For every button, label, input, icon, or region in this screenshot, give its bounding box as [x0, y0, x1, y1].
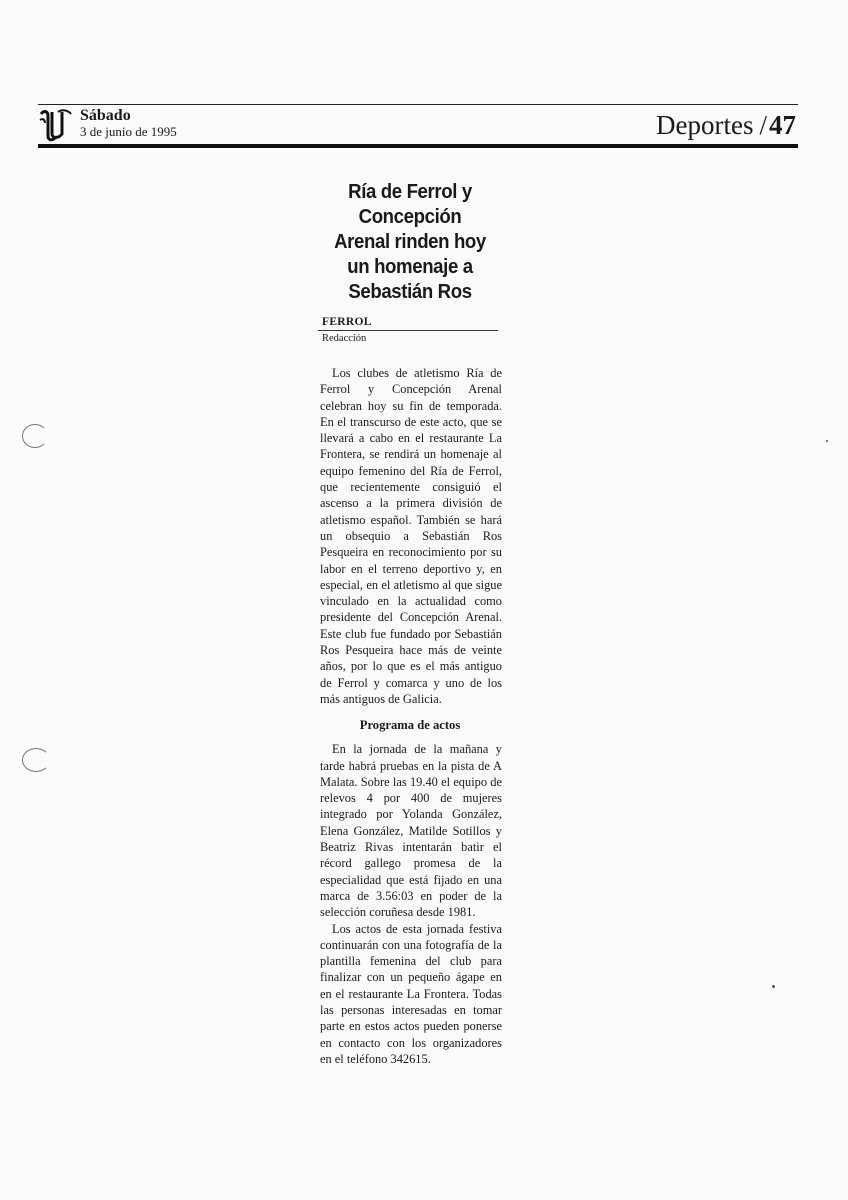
article-paragraph: En la jornada de la mañana y tarde habrá pruebas en la pista de A Malata. Sobre las 19.40 el equipo de relevos 4 por 400 de mujeres integrado por Yolanda González, Elena González, Matilde Sotillos y Beatriz Rivas intentarán batir el récord gallego promesa de la especialidad que está fijado en una marca de 3.56:03 en poder de la selección coruñesa desde 1981.: [320, 742, 502, 920]
article-column: [318, 180, 502, 1067]
article-subhead: Programa de actos: [359, 718, 461, 733]
headline-line: Sebastián Ros: [348, 281, 472, 303]
headline-line: Ría de Ferrol y: [348, 181, 472, 203]
byline-author: Redacción: [322, 333, 367, 344]
article-headline: [324, 180, 495, 305]
header-rule-bottom: [38, 144, 798, 148]
headline-line: Concepción: [358, 206, 462, 228]
header-rule-top: [38, 104, 798, 105]
article-paragraph: Los clubes de atletismo Ría de Ferrol y Concepción Arenal celebran hoy su fin de temporada. En el transcurso de este acto, que se llevará a cabo en el restaurante La Frontera, se rendirá un homenaje al equipo femenino del Ría de Ferrol, que recientemente consiguió el ascenso a la primera división de atletismo español. También se hará un obsequio a Sebastián Ros Pesqueira en reconocimiento por su labor en el terreno deportivo y, en especial, en el atletismo al que sigue vinculado en la actualidad como presidente del Concepción Arenal. Este club fue fundado por Sebastián Ros Pesqueira hace más de veinte años, por lo que es el más antiguo de Ferrol y comarca y uno de los más antiguos de Galicia.: [320, 366, 502, 706]
section-separator: /: [759, 110, 767, 140]
header-date: 3 de junio de 1995: [80, 124, 177, 139]
scan-speck: [772, 985, 775, 988]
header-day: Sábado: [80, 107, 131, 124]
punch-hole-mark: [22, 748, 50, 772]
headline-line: Arenal rinden hoy: [334, 231, 486, 253]
section-name: Deportes: [656, 110, 754, 140]
punch-hole-mark: [22, 424, 48, 448]
article-paragraph: Los actos de esta jornada festiva continuarán con una fotografía de la plantilla femenina del club para finalizar con un pequeño ágape en en el restaurante La Frontera. Todas las personas interesadas en tomar parte en estos actos pueden ponerse en contacto con los organizadores en el teléfono 342615.: [320, 921, 502, 1066]
newspaper-logo-icon: [38, 108, 74, 144]
page-number: 47: [769, 110, 796, 140]
section-label: [656, 108, 796, 142]
scan-speck: [826, 440, 828, 442]
headline-line: un homenaje a: [347, 256, 473, 278]
byline-place: FERROL: [318, 315, 498, 331]
